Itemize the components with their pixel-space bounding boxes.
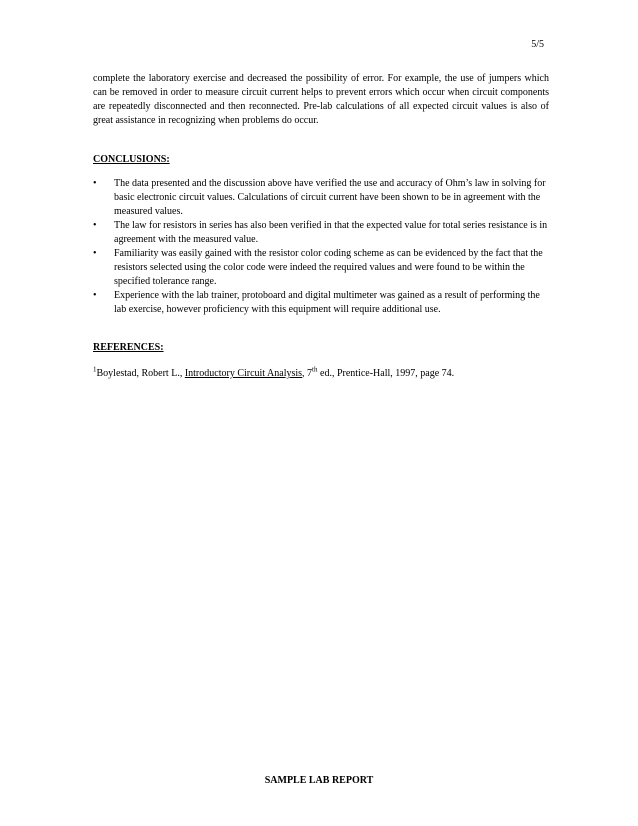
conclusion-item bbox=[93, 219, 549, 247]
conclusion-item bbox=[93, 177, 549, 219]
bullet-icon: • bbox=[93, 290, 97, 301]
conclusion-item bbox=[93, 247, 549, 289]
conclusions-list bbox=[93, 177, 549, 317]
conclusion-text: The law for resistors in series has also been verified in that the expected value for total series resistance is in agreement with the measured value. bbox=[114, 220, 548, 245]
conclusion-text: The data presented and the discussion above have verified the use and accuracy of Ohm’s law in solving for basic electronic circuit values. Calculations of circuit current have been shown to be in agreement with the measured values. bbox=[114, 178, 546, 217]
reference-edition-suffix: th bbox=[312, 365, 318, 374]
page-number: 5/5 bbox=[531, 39, 544, 50]
footer: SAMPLE LAB REPORT bbox=[264, 775, 374, 786]
conclusion-text: Familiarity was easily gained with the resistor color coding scheme as can be evidenced by the fact that the resistors selected using the color code were indeed the required values and were found to be within the specified tolerance range. bbox=[114, 248, 543, 287]
bullet-icon: • bbox=[93, 178, 97, 189]
bullet-icon: • bbox=[93, 248, 97, 259]
intro-paragraph: complete the laboratory exercise and decreased the possibility of error. For example, the use of jumpers which can be removed in order to measure circuit current helps to prevent errors which occur when circuit components are repeatedly disconnected and then reconnected. Pre-lab calculations of all expected circuit values is also of great assistance in recognizing when problems do occur. bbox=[93, 73, 549, 126]
conclusions-heading: CONCLUSIONS: bbox=[93, 154, 170, 165]
references-heading: REFERENCES: bbox=[93, 342, 164, 353]
conclusion-item bbox=[93, 289, 549, 317]
reference-edition-number: , 7 bbox=[302, 368, 313, 379]
document-body bbox=[93, 72, 549, 381]
reference-marker: 1 bbox=[93, 365, 97, 374]
bullet-icon: • bbox=[93, 220, 97, 231]
reference-title: Introductory Circuit Analysis bbox=[184, 368, 303, 379]
conclusion-text: Experience with the lab trainer, protoboard and digital multimeter was gained as a result of performing the lab exercise, however proficiency with this equipment will require additional use. bbox=[114, 290, 540, 315]
reference-author: Boylestad, Robert L., bbox=[96, 368, 185, 379]
reference-entry bbox=[93, 367, 549, 381]
reference-publisher: ed., Prentice-Hall, 1997, page 74. bbox=[317, 368, 455, 379]
